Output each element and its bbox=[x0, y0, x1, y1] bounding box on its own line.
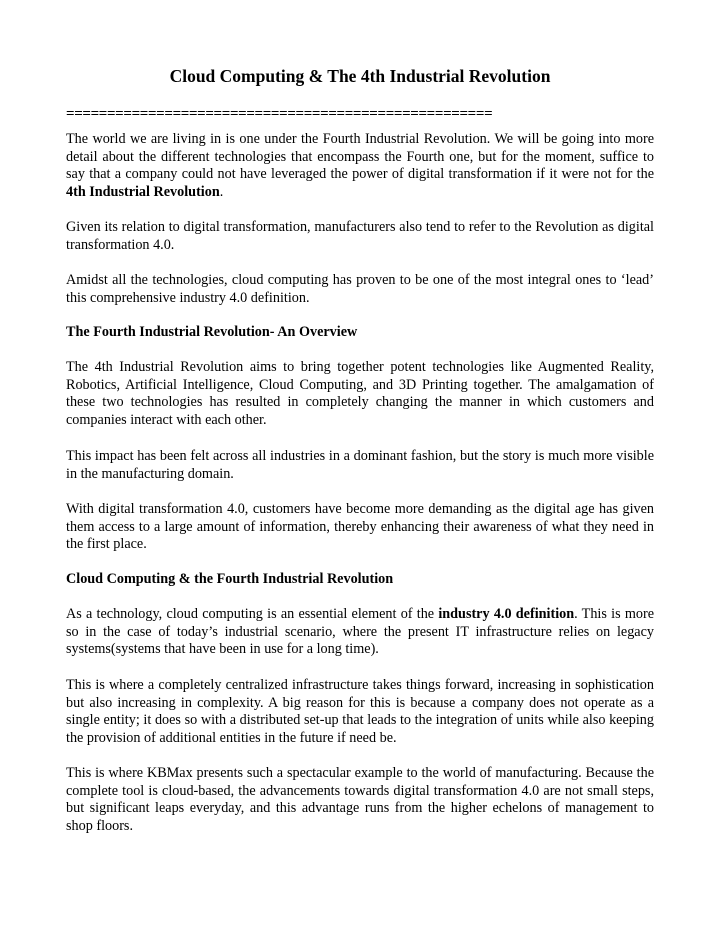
paragraph-technology-end: . This is more so in the case of today’s industrial scenario, where the present IT infrastructure relies on legacy systems(systems that have been in use for a long time). bbox=[66, 606, 654, 658]
paragraph-intro bbox=[66, 131, 654, 201]
paragraph-relation: Given its relation to digital transformation, manufacturers also tend to refer to the Revolution as digital transformation 4.0. bbox=[66, 219, 654, 253]
section-heading-cloud: Cloud Computing & the Fourth Industrial Revolution bbox=[66, 571, 394, 587]
paragraph-technology bbox=[66, 606, 654, 659]
paragraph-intro-end: . bbox=[219, 183, 224, 200]
paragraph-overview: The 4th Industrial Revolution aims to bring together potent technologies like Augmented Reality, Robotics, Artificial Intelligence, Cloud Computing, and 3D Printing together. The amalgamation of these two technologies has resulted in completely changing the manner in which customers and companies interact with each other. bbox=[66, 359, 654, 428]
document-title: Cloud Computing & The 4th Industrial Revolution bbox=[169, 66, 551, 86]
paragraph-kbmax: This is where KBMax presents such a spectacular example to the world of manufacturing. Because the complete tool is cloud-based, the advancements towards digital transformation 4.0 are not small steps, but significant leaps everyday, and this advantage runs from the higher echelons of management to shop floors. bbox=[66, 765, 654, 834]
paragraph-impact: This impact has been felt across all industries in a dominant fashion, but the story is much more visible in the manufacturing domain. bbox=[66, 448, 654, 482]
paragraph-technology-text: As a technology, cloud computing is an essential element of the bbox=[66, 606, 439, 622]
paragraph-intro-bold: 4th Industrial Revolution bbox=[66, 183, 220, 200]
paragraph-technology-bold: industry 4.0 definition bbox=[438, 606, 575, 622]
separator-line: ==================================================== bbox=[66, 106, 493, 122]
paragraph-intro-text: The world we are living in is one under the Fourth Industrial Revolution. We will be going into more detail about the different technologies that encompass the Fourth one, but for the moment, suffice to say that a company could not have leveraged the power of digital transformation if it were not for the bbox=[66, 131, 654, 183]
paragraph-amidst: Amidst all the technologies, cloud computing has proven to be one of the most integral ones to ‘lead’ this comprehensive industry 4.0 definition. bbox=[66, 272, 654, 306]
paragraph-customers: With digital transformation 4.0, customers have become more demanding as the digital age has given them access to a large amount of information, thereby enhancing their awareness of what they need in the first place. bbox=[66, 501, 654, 553]
section-heading-overview: The Fourth Industrial Revolution- An Overview bbox=[66, 324, 358, 340]
paragraph-centralized: This is where a completely centralized infrastructure takes things forward, increasing in sophistication but also increasing in complexity. A big reason for this is because a company does not operate as a single entity; it does so with a distributed set-up that leads to the integration of units while also keeping the provision of additional entities in the future if need be. bbox=[66, 677, 654, 746]
